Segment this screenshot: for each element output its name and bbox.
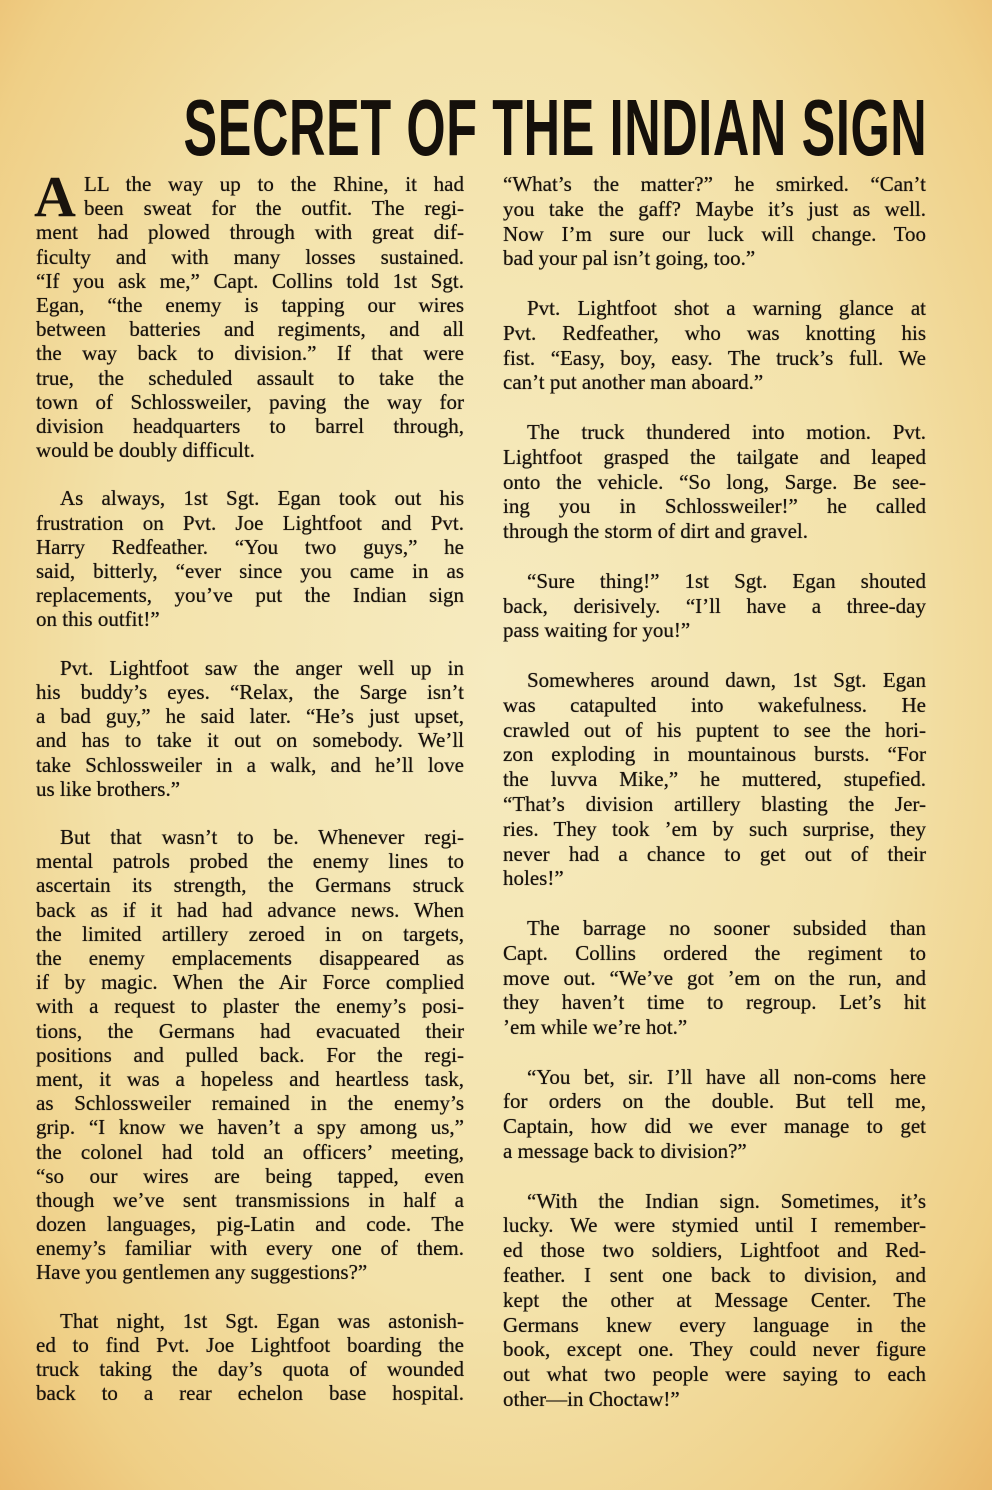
- text-line: pass waiting for you!”: [503, 618, 691, 643]
- text-line: enemy’s familiar with every one of them.: [36, 1236, 464, 1261]
- text-line: The truck thundered into motion. Pvt.: [527, 419, 926, 444]
- text-line: The barrage no sooner subsided than: [527, 915, 926, 940]
- text-line: through the storm of dirt and gravel.: [503, 519, 809, 544]
- text-line: feather. I sent one back to division, and: [503, 1263, 926, 1288]
- text-line: Lightfoot grasped the tailgate and leaped: [503, 444, 926, 469]
- text-line: out what two people were saying to each: [503, 1362, 926, 1387]
- story-title: SECRET OF THE INDIAN SIGN: [183, 83, 928, 172]
- paragraph: [503, 296, 926, 395]
- text-line: his buddy’s eyes. “Relax, the Sarge isn’t: [36, 679, 464, 704]
- drop-cap: A: [34, 164, 76, 229]
- paragraph: [503, 569, 926, 643]
- text-line: onto the vehicle. “So long, Sarge. Be see-: [503, 469, 926, 494]
- text-line: positions and pulled back. For the regi-: [36, 1042, 464, 1067]
- paragraph: [36, 486, 464, 631]
- text-line: frustration on Pvt. Joe Lightfoot and Pvt.: [36, 510, 464, 535]
- text-line: Captain, how did we ever manage to get: [503, 1114, 926, 1139]
- text-line: kept the other at Message Center. The: [503, 1287, 926, 1312]
- paragraph-gap: [503, 1040, 926, 1065]
- text-line: ed those two soldiers, Lightfoot and Red-: [503, 1238, 926, 1263]
- text-line: us like brothers.”: [36, 776, 181, 801]
- text-line: back, derisively. “I’ll have a three-day: [503, 593, 926, 618]
- text-line: ed to find Pvt. Joe Lightfoot boarding the: [36, 1333, 464, 1357]
- text-line: for orders on the double. But tell me,: [503, 1089, 926, 1114]
- text-line: ment had plowed through with great dif-: [36, 220, 464, 245]
- text-line: the enemy emplacements disappeared as: [36, 946, 464, 970]
- text-line: with a request to plaster the enemy’s posi-: [36, 994, 464, 1019]
- paragraph-gap: [36, 462, 464, 486]
- paragraph: [503, 1065, 926, 1164]
- text-line: been sweat for the outfit. The regi-: [84, 196, 464, 221]
- text-line: book, except one. They could never figure: [503, 1337, 926, 1362]
- text-line: “With the Indian sign. Sometimes, it’s: [527, 1188, 926, 1213]
- paragraph: [36, 1309, 464, 1406]
- text-line: Now I’m sure our luck will change. Too: [503, 221, 926, 246]
- paragraph: [36, 172, 464, 462]
- text-line: ascertain its strength, the Germans struck: [36, 873, 464, 898]
- text-line: a bad guy,” he said later. “He’s just upset,: [36, 704, 464, 729]
- paragraph: [503, 1189, 926, 1412]
- text-line: the limited artillery zeroed in on targets,: [36, 921, 464, 946]
- text-line: truck taking the day’s quota of wounded: [36, 1357, 464, 1382]
- paragraph: [36, 825, 464, 1285]
- text-line: lucky. We were stymied until I remember-: [503, 1213, 926, 1238]
- text-line: grip. “I know we haven’t a spy among us,”: [36, 1115, 464, 1140]
- text-line: back to a rear echelon base hospital.: [36, 1381, 464, 1406]
- text-line: dozen languages, pig-Latin and code. The: [36, 1212, 464, 1237]
- text-line: move out. “We’ve got ’em on the run, and: [503, 965, 926, 990]
- paragraph-gap: [36, 801, 464, 825]
- text-line: tions, the Germans had evacuated their: [36, 1018, 464, 1043]
- paragraph-gap: [503, 1164, 926, 1189]
- text-line: “That’s division artillery blasting the Jer-: [503, 791, 926, 816]
- text-line: and has to take it out on somebody. We’ll: [36, 728, 464, 753]
- paragraph-gap: [36, 632, 464, 656]
- text-line: “You bet, sir. I’ll have all non-coms here: [527, 1064, 926, 1089]
- text-line: “What’s the matter?” he smirked. “Can’t: [503, 172, 926, 196]
- text-line: said, bitterly, “ever since you came in as: [36, 559, 464, 583]
- text-line: “so our wires are being tapped, even: [36, 1163, 464, 1188]
- text-line: replacements, you’ve put the Indian sign: [36, 583, 464, 608]
- text-line: Pvt. Lightfoot shot a warning glance at: [527, 295, 926, 320]
- text-line: That night, 1st Sgt. Egan was astonish-: [60, 1308, 464, 1333]
- text-line: true, the scheduled assault to take the: [36, 365, 464, 390]
- text-line: Harry Redfeather. “You two guys,” he: [36, 534, 464, 559]
- paragraph: [503, 668, 926, 891]
- text-line: But that wasn’t to be. Whenever regi-: [60, 825, 464, 850]
- text-line: other—in Choctaw!”: [503, 1387, 680, 1412]
- text-line: Pvt. Redfeather, who was knotting his: [503, 320, 926, 345]
- text-line: Germans knew every language in the: [503, 1312, 926, 1337]
- paragraph-gap: [503, 271, 926, 296]
- text-line: they haven’t time to regroup. Let’s hit: [503, 990, 926, 1015]
- text-line: crawled out of his puptent to see the hori-: [503, 717, 926, 742]
- text-line: never had a chance to get out of their: [503, 841, 926, 866]
- text-line: back as if it had had advance news. When: [36, 897, 464, 922]
- text-line: if by magic. When the Air Force complied: [36, 970, 464, 995]
- paragraph: [503, 172, 926, 271]
- text-line: you take the gaff? Maybe it’s just as well.: [503, 196, 926, 221]
- text-line: though we’ve sent transmissions in half a: [36, 1187, 464, 1212]
- text-line: Pvt. Lightfoot saw the anger well up in: [60, 655, 464, 680]
- paragraph: [503, 420, 926, 544]
- text-line: ing you in Schlossweiler!” he called: [503, 494, 926, 519]
- text-line: on this outfit!”: [36, 607, 160, 632]
- text-line: mental patrols probed the enemy lines to: [36, 849, 464, 874]
- text-line: ries. They took ’em by such surprise, they: [503, 816, 926, 841]
- paragraph-gap: [503, 891, 926, 916]
- text-line: a message back to division?”: [503, 1139, 747, 1164]
- paragraph: [503, 916, 926, 1040]
- paragraph-gap: [36, 1285, 464, 1309]
- text-line: ’em while we’re hot.”: [503, 1015, 688, 1040]
- text-line: Have you gentlemen any suggestions?”: [36, 1260, 368, 1285]
- text-line: Capt. Collins ordered the regiment to: [503, 940, 926, 965]
- text-line: ment, it was a hopeless and heartless task,: [36, 1066, 464, 1091]
- text-line: fist. “Easy, boy, easy. The truck’s full. We: [503, 345, 926, 370]
- text-line: the way back to division.” If that were: [36, 341, 464, 366]
- text-line: “Sure thing!” 1st Sgt. Egan shouted: [527, 568, 926, 593]
- right-text-column: [503, 172, 926, 1412]
- left-text-column: [34, 164, 464, 1406]
- text-line: can’t put another man aboard.”: [503, 370, 764, 395]
- paragraph-gap: [503, 643, 926, 668]
- text-line: the luvva Mike,” he muttered, stupefied.: [503, 767, 926, 792]
- text-line: town of Schlossweiler, paving the way for: [36, 389, 464, 414]
- paragraph: [36, 656, 464, 801]
- text-line: division headquarters to barrel through,: [36, 413, 464, 438]
- paragraph-gap: [503, 544, 926, 569]
- text-line: bad your pal isn’t going, too.”: [503, 246, 756, 271]
- paragraph-gap: [503, 395, 926, 420]
- text-line: zon exploding in mountainous bursts. “For: [503, 742, 926, 767]
- text-line: Egan, “the enemy is tapping our wires: [36, 292, 464, 317]
- text-line: was catapulted into wakefulness. He: [503, 692, 926, 717]
- text-line: as Schlossweiler remained in the enemy’s: [36, 1091, 464, 1116]
- text-line: the colonel had told an officers’ meeting,: [36, 1139, 464, 1164]
- text-line: ficulty and with many losses sustained.: [36, 244, 464, 269]
- text-line: would be doubly difficult.: [36, 438, 255, 463]
- text-line: LL the way up to the Rhine, it had: [84, 172, 464, 196]
- text-line: holes!”: [503, 866, 564, 891]
- text-line: take Schlossweiler in a walk, and he’ll love: [36, 752, 464, 777]
- text-line: “If you ask me,” Capt. Collins told 1st Sgt.: [36, 268, 464, 293]
- text-line: As always, 1st Sgt. Egan took out his: [60, 486, 464, 511]
- text-line: between batteries and regiments, and all: [36, 317, 464, 342]
- text-line: Somewheres around dawn, 1st Sgt. Egan: [527, 667, 926, 692]
